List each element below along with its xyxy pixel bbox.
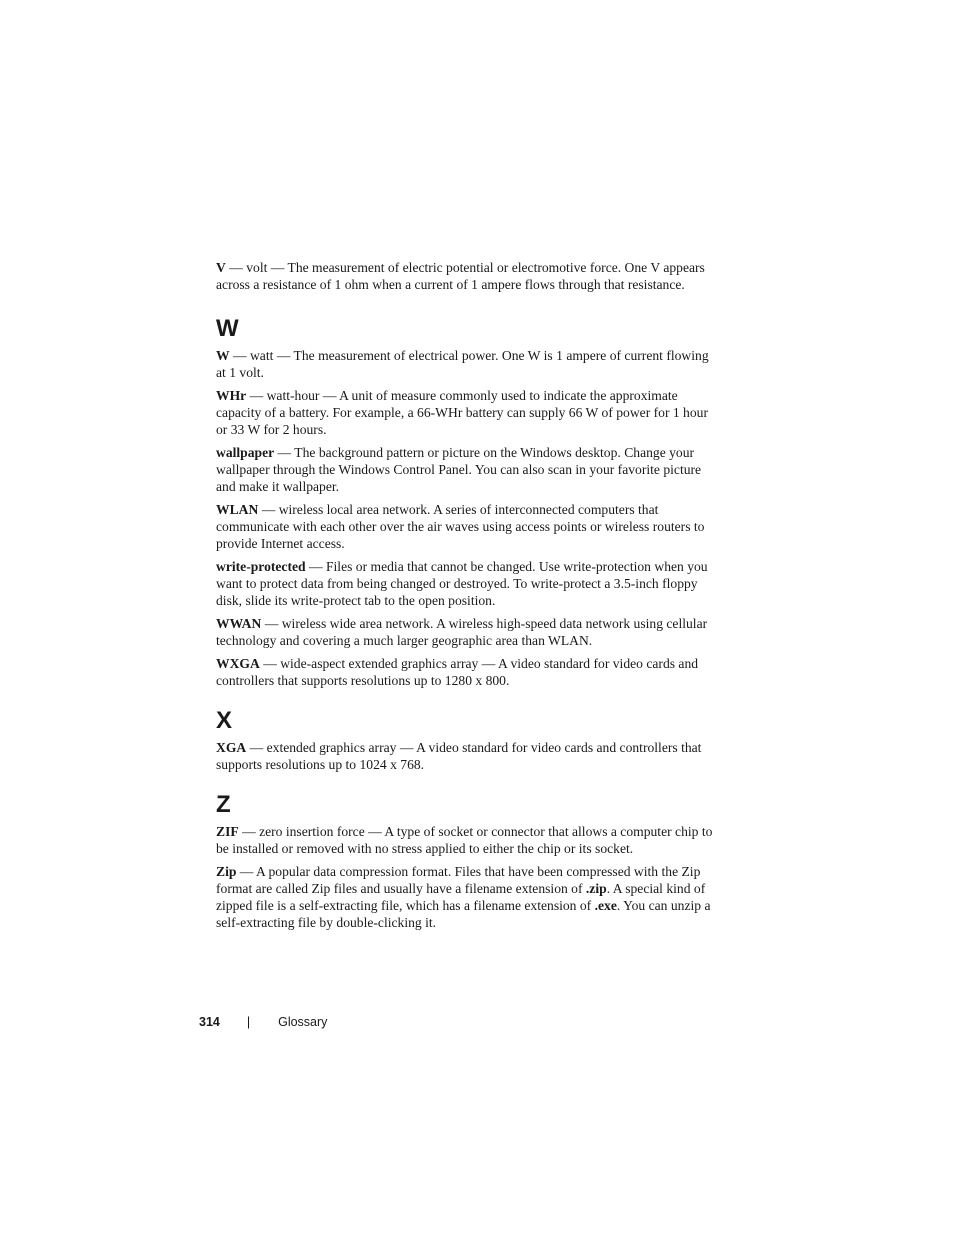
- term: wallpaper: [216, 445, 275, 460]
- definition: — zero insertion force — A type of socket or connector that allows a computer chip to be installed or removed with no stress applied to either the chip or its socket.: [216, 824, 713, 856]
- glossary-entry-zip: [216, 863, 716, 931]
- term: XGA: [216, 740, 247, 755]
- term: write-protected: [216, 559, 306, 574]
- definition: — watt — The measurement of electrical power. One W is 1 ampere of current flowing at 1 volt.: [216, 348, 709, 380]
- glossary-entry-wlan: [216, 501, 716, 552]
- term: ZIF: [216, 824, 239, 839]
- definition-part: . You can unzip a self-extracting file by double-clicking it.: [216, 898, 711, 930]
- glossary-entry-write-protected: [216, 558, 716, 609]
- section-x: [216, 707, 716, 773]
- page-footer: [199, 1015, 327, 1029]
- section-heading-x: X: [216, 707, 233, 734]
- term: WXGA: [216, 656, 260, 671]
- definition: — wireless wide area network. A wireless high-speed data network using cellular technology and covering a much larger geographic area than WLAN.: [216, 616, 708, 648]
- glossary-body: [216, 259, 716, 937]
- definition: — extended graphics array — A video standard for video cards and controllers that supports resolutions up to 1024 x 768.: [216, 740, 702, 772]
- glossary-entry-w: [216, 347, 716, 381]
- definition: — Files or media that cannot be changed. Use write-protection when you want to protect data from being changed or destroyed. To write-protect a 3.5-inch floppy disk, slide its write-protect tab to the open position.: [216, 559, 708, 608]
- glossary-entry-xga: [216, 739, 716, 773]
- file-extension-exe: .exe: [594, 898, 617, 913]
- section-z: [216, 791, 716, 931]
- definition: — watt-hour — A unit of measure commonly used to indicate the approximate capacity of a battery. For example, a 66-WHr battery can supply 66 W of power for 1 hour or 33 W for 2 hours.: [216, 388, 708, 437]
- section-heading-w: W: [216, 315, 239, 342]
- glossary-entry-wxga: [216, 655, 716, 689]
- definition-part: . A special kind of zipped file is a self-extracting file, which has a filename extension of: [216, 881, 706, 913]
- footer-separator: |: [246, 1015, 251, 1029]
- term: WHr: [216, 388, 247, 403]
- section-v: [216, 259, 716, 293]
- file-extension-zip: .zip: [585, 881, 607, 896]
- footer-section-name: Glossary: [278, 1015, 328, 1029]
- definition-part: — A popular data compression format. Files that have been compressed with the Zip format are called Zip files and usually have a filename extension of: [216, 864, 701, 896]
- glossary-entry-whr: [216, 387, 716, 438]
- definition: — wide-aspect extended graphics array — A video standard for video cards and controllers that supports resolutions up to 1280 x 800.: [216, 656, 699, 688]
- page-number: 314: [199, 1015, 220, 1029]
- glossary-entry-wwan: [216, 615, 716, 649]
- term: V: [216, 260, 226, 275]
- definition: — volt — The measurement of electric potential or electromotive force. One V appears across a resistance of 1 ohm when a current of 1 ampere flows through that resistance.: [216, 260, 705, 292]
- term: Zip: [216, 864, 237, 879]
- definition: — The background pattern or picture on the Windows desktop. Change your wallpaper through the Windows Control Panel. You can also scan in your favorite picture and make it wallpaper.: [216, 445, 702, 494]
- term: W: [216, 348, 230, 363]
- section-w: [216, 315, 716, 689]
- term: WWAN: [216, 616, 262, 631]
- definition: — wireless local area network. A series of interconnected computers that communicate with each other over the air waves using access points or wireless routers to provide Internet access.: [216, 502, 705, 551]
- glossary-entry-wallpaper: [216, 444, 716, 495]
- glossary-entry-v: [216, 259, 716, 293]
- glossary-entry-zif: [216, 823, 716, 857]
- term: WLAN: [216, 502, 259, 517]
- section-heading-z: Z: [216, 791, 231, 818]
